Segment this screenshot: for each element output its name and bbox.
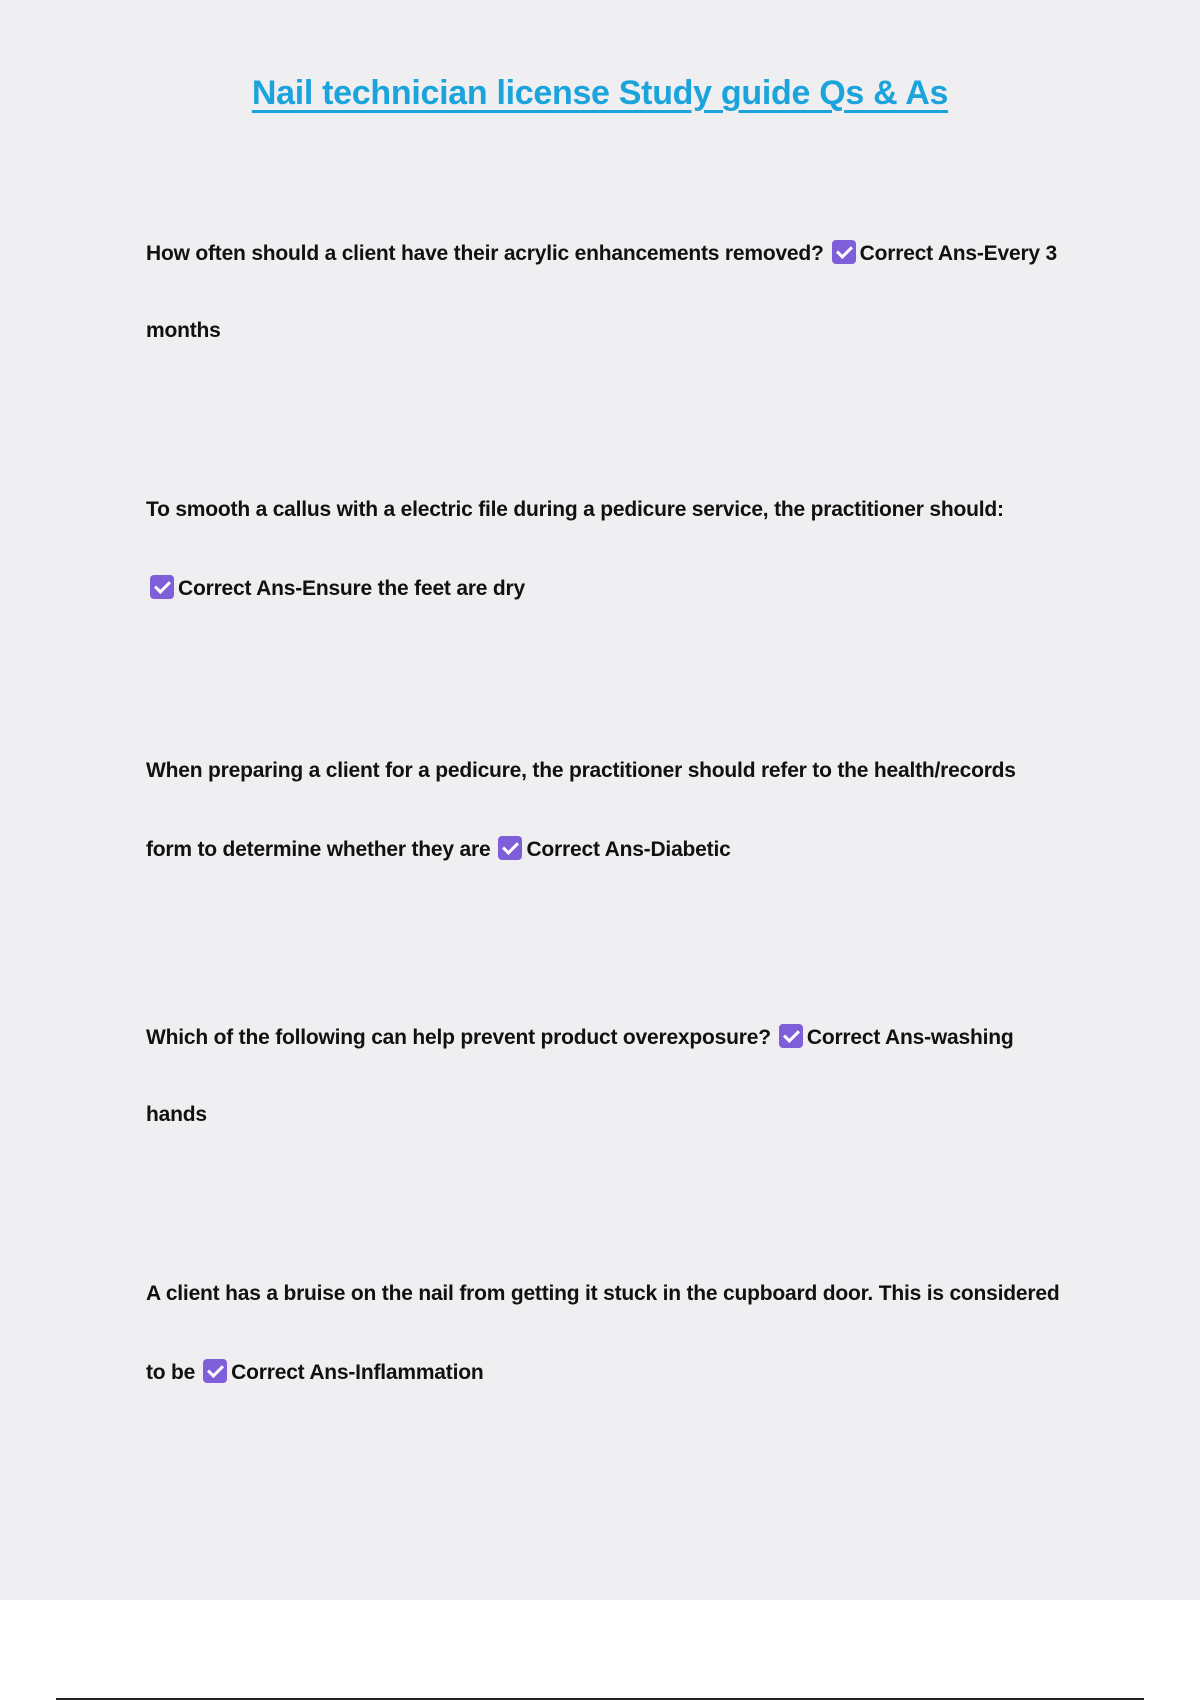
qa-item-2-line-2 [146, 575, 525, 601]
checkbox-checked-icon [779, 1024, 803, 1048]
question-text: form to determine whether they are [146, 838, 491, 861]
qa-item-3-line-1 [146, 759, 1016, 783]
checkbox-checked-icon [203, 1359, 227, 1383]
answer-text: Correct Ans-Diabetic [526, 838, 731, 861]
qa-item-4-line-2 [146, 1103, 207, 1127]
qa-item-1-line-1 [146, 240, 1057, 266]
checkbox-checked-icon [498, 836, 522, 860]
question-text: How often should a client have their acrylic enhancements removed? [146, 242, 824, 265]
checkbox-checked-icon [832, 240, 856, 264]
answer-text: months [146, 319, 221, 342]
question-text: Which of the following can help prevent product overexposure? [146, 1026, 771, 1049]
document-title: Nail technician license Study guide Qs & As [251, 74, 949, 112]
qa-item-5-line-2 [146, 1359, 483, 1385]
question-text: To smooth a callus with a electric file during a pedicure service, the practitioner should: [146, 498, 1004, 521]
answer-text: Correct Ans-Every 3 [859, 242, 1058, 265]
answer-text: hands [146, 1103, 207, 1126]
answer-text: Correct Ans-washing [806, 1026, 1014, 1049]
checkbox-checked-icon [150, 575, 174, 599]
question-text: A client has a bruise on the nail from getting it stuck in the cupboard door. This is considered [146, 1282, 1060, 1305]
answer-text: Correct Ans-Inflammation [231, 1361, 484, 1384]
qa-item-4-line-1 [146, 1024, 1013, 1050]
answer-text: Correct Ans-Ensure the feet are dry [178, 577, 525, 600]
qa-item-5-line-1 [146, 1282, 1060, 1306]
qa-item-2-line-1 [146, 498, 1004, 522]
question-text: to be [146, 1361, 196, 1384]
qa-item-3-line-2 [146, 836, 731, 862]
question-text: When preparing a client for a pedicure, the practitioner should refer to the health/records [146, 759, 1016, 782]
qa-item-1-line-2 [146, 319, 221, 343]
